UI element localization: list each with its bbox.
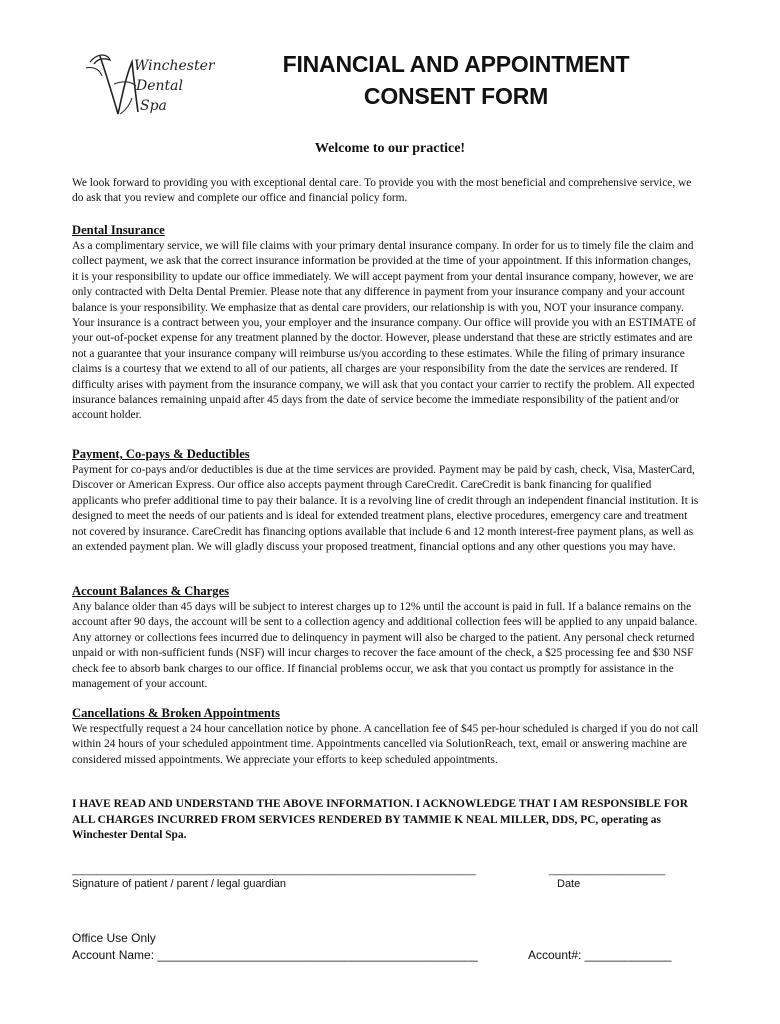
signature-line[interactable]: __________________________________________________________________ — [72, 864, 476, 876]
form-title-line1: FINANCIAL AND APPOINTMENT — [282, 51, 630, 77]
section-body: As a complimentary service, we will file claims with your primary dental insurance company. In order for us to timely file the claim and collect payment, we ask that the correct insurance information be provided at the time of your appointment. If this information changes, it is your responsibility to update our office immediately. We will accept payment from your dental insurance company, however, we are only contracted with Delta Dental Premier. Please note that any difference in payment from your insurance company and your account balance is your responsibility. We emphasize that as dental care providers, our relationship is with you, NOT your insurance company. Your insurance is a contract between you, your employer and the insurance company. Our office will provide you with an ESTIMATE of your out-of-pocket expense for any treatment planned by the doctor. However, please understand that these are strictly estimates and are not a guarantee that your insurance company will reimburse us/you according to these estimates. While the filing of primary insurance claims is a courtesy that we extend to all of our patients, all charges are your responsibility from the date the services are rendered. If difficulty arises with payment from the insurance company, we will ask that you contact your carrier to rectify the problem. All expected insurance balances remaining unpaid after 45 days from the date of service become the immediate responsibility of the patient and/or account holder. — [72, 240, 696, 422]
section-heading: Payment, Co-pays & Deductibles — [72, 447, 250, 461]
form-title — [236, 48, 676, 112]
signature-label: Signature of patient / parent / legal guardian — [72, 878, 287, 890]
form-title-line2: CONSENT FORM — [363, 83, 549, 109]
section-payment — [72, 446, 700, 555]
date-line[interactable]: ___________________ — [549, 864, 666, 876]
logo-line3: Spa — [140, 98, 167, 114]
section-cancellations — [72, 705, 700, 768]
account-number-field[interactable]: Account#: _____________ — [528, 948, 672, 962]
section-heading: Cancellations & Broken Appointments — [72, 706, 280, 720]
intro-text: We look forward to providing you with exceptional dental care. To provide you with the most beneficial and comprehensive service, we do ask that you review and complete our office and financial policy form. — [72, 177, 692, 205]
section-account-balances — [72, 583, 700, 692]
section-heading: Dental Insurance — [72, 223, 165, 237]
section-heading: Account Balances & Charges — [72, 584, 230, 598]
acknowledgement-text: I HAVE READ AND UNDERSTAND THE ABOVE INFORMATION. I ACKNOWLEDGE THAT I AM RESPONSIBLE FOR ALL CHARGES INCURRED FROM SERVICES RENDERED BY TAMMIE K NEAL MILLER, DDS, PC, operating as Winchester Dental Spa. — [72, 798, 688, 842]
welcome-heading: Welcome to our practice! — [314, 141, 466, 156]
section-body: Payment for co-pays and/or deductibles is due at the time services are provided. Payment may be paid by cash, check, Visa, MasterCard, Discover or American Express. Our office also accepts payment through CareCredit. CareCredit is bank financing for qualified applicants who prefer additional time to pay their balance. It is a revolving line of credit through an independent financial institution. It is designed to meet the needs of our patients and is ideal for extended treatment plans, elective procedures, emergency care and treatment not covered by insurance. CareCredit has financing options available that include 6 and 12 month interest-free payment plans, as well as an extended payment plan. We will gladly discuss your proposed treatment, financial options and any other questions you may have. — [72, 464, 699, 554]
acknowledgement-statement — [72, 797, 700, 844]
section-body: Any balance older than 45 days will be subject to interest charges up to 12% until the account is paid in full. If a balance remains on the account after 90 days, the account will be sent to a collection agency and additional collection fees will be applied to any unpaid balance. Any attorney or collections fees incurred due to delinquency in payment will also be charged to the patient. Any personal check returned unpaid or with non-sufficient funds (NSF) will incur charges to recover the face amount of the check, a $25 processing fee and $30 NSF check fee to absorb bank charges to our office. If financial problems occur, we ask that you contact us promptly for assistance in the management of your account. — [72, 601, 698, 691]
account-name-field[interactable]: Account Name: ________________________________________________ — [72, 948, 478, 962]
logo-line1: Winchester — [134, 58, 215, 74]
office-use-heading: Office Use Only — [72, 931, 156, 945]
logo-mark — [84, 40, 215, 120]
intro-paragraph — [72, 176, 700, 207]
winchester-dental-spa-logo — [84, 40, 215, 120]
section-body: We respectfully request a 24 hour cancellation notice by phone. A cancellation fee of $45 per-hour scheduled is charged if you do not call within 24 hours of your scheduled appointment time. Appointments cancelled via SolutionReach, text, email or answering machine are considered missed appointments. We appreciate your efforts to keep scheduled appointments. — [72, 723, 699, 766]
logo-line2: Dental — [136, 78, 183, 94]
section-dental-insurance — [72, 222, 700, 424]
date-label: Date — [557, 878, 581, 890]
